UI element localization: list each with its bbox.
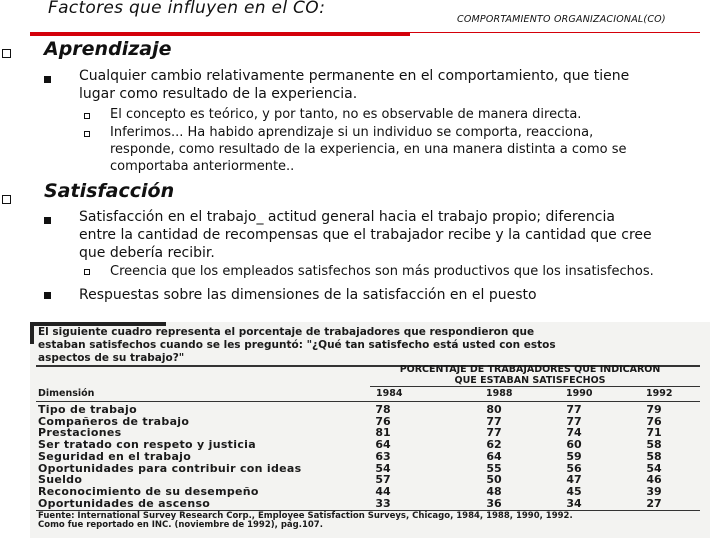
table-cell: 58: [646, 449, 662, 463]
aprendizaje-sub2: [110, 124, 710, 175]
satisfaccion-definition-line1: Satisfacción en el trabajo_ actitud general hacia el trabajo propio; diferencia: [79, 209, 615, 225]
table-cell: 71: [646, 426, 662, 440]
table-cell: 34: [566, 496, 582, 510]
table-cell: 74: [566, 426, 582, 440]
table-cell: 44: [375, 484, 391, 498]
table-cell: 48: [486, 484, 502, 498]
table-row-label: Oportunidades de ascenso: [38, 496, 211, 510]
hollow-square-bullet-icon: [2, 195, 11, 204]
table-cell: 77: [566, 403, 582, 416]
column-group-rule: [370, 386, 700, 387]
table-cell: 81: [375, 426, 391, 440]
small-hollow-bullet-icon: [84, 131, 90, 137]
table-column-group-header: [360, 364, 700, 386]
scanned-satisfaction-table: [30, 322, 710, 538]
table-cell: 54: [646, 461, 662, 475]
filled-square-bullet-icon: [44, 217, 51, 224]
table-row-label: Reconocimiento de su desempeño: [38, 484, 259, 498]
table-row-label: Seguridad en el trabajo: [38, 449, 192, 463]
table-header-rule: [36, 401, 700, 402]
aprendizaje-sub1: El concepto es teórico, y por tanto, no es observable de manera directa.: [110, 107, 582, 122]
table-cell: 64: [375, 438, 391, 452]
table-row-label: Ser tratado con respeto y justicia: [38, 438, 256, 452]
table-cell: 58: [646, 438, 662, 452]
table-row-label: Sueldo: [38, 473, 83, 487]
filled-square-bullet-icon: [44, 76, 51, 83]
aprendizaje-sub2-line1: Inferimos... Ha habido aprendizaje si un individuo se comporta, reacciona,: [110, 125, 594, 140]
table-source-line2: Como fue reportado en INC. (noviembre de 1992), pág.107.: [38, 520, 323, 530]
table-cell: 50: [486, 473, 502, 487]
column-group-header-line1: PORCENTAJE DE TRABAJADORES QUE INDICARON: [399, 364, 661, 375]
aprendizaje-definition: [79, 67, 709, 103]
table-cell: 80: [486, 403, 502, 416]
table-cell: 60: [566, 438, 582, 452]
table-cell: 36: [486, 496, 502, 510]
table-row-label: Compañeros de trabajo: [38, 414, 190, 428]
table-cell: 55: [486, 461, 502, 475]
table-cell: 77: [486, 426, 502, 440]
year-header-1990: 1990: [566, 388, 593, 399]
heading-satisfaccion: Satisfacción: [44, 180, 175, 202]
satisfaccion-point2: Respuestas sobre las dimensiones de la satisfacción en el puesto: [79, 287, 537, 303]
satisfaccion-definition-line2: entre la cantidad de recompensas que el trabajador recibe y la cantidad que cree: [79, 227, 652, 243]
table-row-label: Tipo de trabajo: [38, 403, 137, 416]
satisfaccion-definition: [79, 208, 709, 262]
small-hollow-bullet-icon: [84, 269, 90, 275]
table-cell: 64: [486, 449, 502, 463]
satisfaccion-definition-line3: que debería recibir.: [79, 245, 215, 261]
table-cell: 79: [646, 403, 662, 416]
filled-square-bullet-icon: [44, 292, 51, 299]
table-cell: 77: [566, 414, 582, 428]
aprendizaje-definition-line2: lugar como resultado de la experiencia.: [79, 86, 358, 102]
year-header-1988: 1988: [486, 388, 513, 399]
table-row-label: Oportunidades para contribuir con ideas: [38, 461, 302, 475]
table-cell: 63: [375, 449, 391, 463]
table-cell: 57: [375, 473, 391, 487]
column-group-header-line2: QUE ESTABAN SATISFECHOS: [454, 375, 606, 386]
header-course-label: COMPORTAMIENTO ORGANIZACIONAL(CO): [457, 14, 666, 25]
table-cell: 76: [375, 414, 391, 428]
slide-title: Factores que influyen en el CO:: [48, 0, 326, 18]
table-intro-line2: estaban satisfechos cuando se les preguntó: "¿Qué tan satisfecho está usted con estos: [38, 339, 556, 351]
aprendizaje-definition-line1: Cualquier cambio relativamente permanente en el comportamiento, que tiene: [79, 68, 630, 84]
table-cell: 45: [566, 484, 582, 498]
small-hollow-bullet-icon: [84, 113, 90, 119]
aprendizaje-sub2-line2: responde, como resultado de la experiencia, en una manera distinta a como se: [110, 142, 627, 157]
table-cell: 33: [375, 496, 391, 510]
table-cell: 78: [375, 403, 391, 416]
table-cell: 27: [646, 496, 662, 510]
table-intro-line1: El siguiente cuadro representa el porcentaje de trabajadores que respondieron que: [38, 326, 535, 338]
table-cell: 39: [646, 484, 662, 498]
table-cell: 62: [486, 438, 502, 452]
table-cell: 59: [566, 449, 582, 463]
table-cell: 77: [486, 414, 502, 428]
table-cell: 47: [566, 473, 582, 487]
header-divider-thin: [410, 32, 700, 33]
year-header-1984: 1984: [376, 388, 403, 399]
dimension-column-header: Dimensión: [38, 388, 95, 399]
hollow-square-bullet-icon: [2, 49, 11, 58]
satisfaccion-sub1: Creencia que los empleados satisfechos son más productivos que los insatisfechos.: [110, 264, 654, 279]
table-cell: 76: [646, 414, 662, 428]
table-intro: [38, 326, 678, 365]
heading-aprendizaje: Aprendizaje: [44, 38, 172, 60]
table-intro-line3: aspectos de su trabajo?": [38, 352, 185, 364]
table-row-label: Prestaciones: [38, 426, 122, 440]
table-cell: 46: [646, 473, 662, 487]
year-header-1992: 1992: [646, 388, 673, 399]
table-cell: 54: [375, 461, 391, 475]
table-cell: 56: [566, 461, 582, 475]
table-source-line1: Fuente: International Survey Research Corp., Employee Satisfaction Surveys, Chicago, 1984, 1988, 1990, 1992.: [38, 511, 573, 521]
scan-frame-corner-left: [30, 322, 34, 344]
header-divider: [30, 32, 410, 36]
aprendizaje-sub2-line3: comportaba anteriormente..: [110, 159, 295, 174]
